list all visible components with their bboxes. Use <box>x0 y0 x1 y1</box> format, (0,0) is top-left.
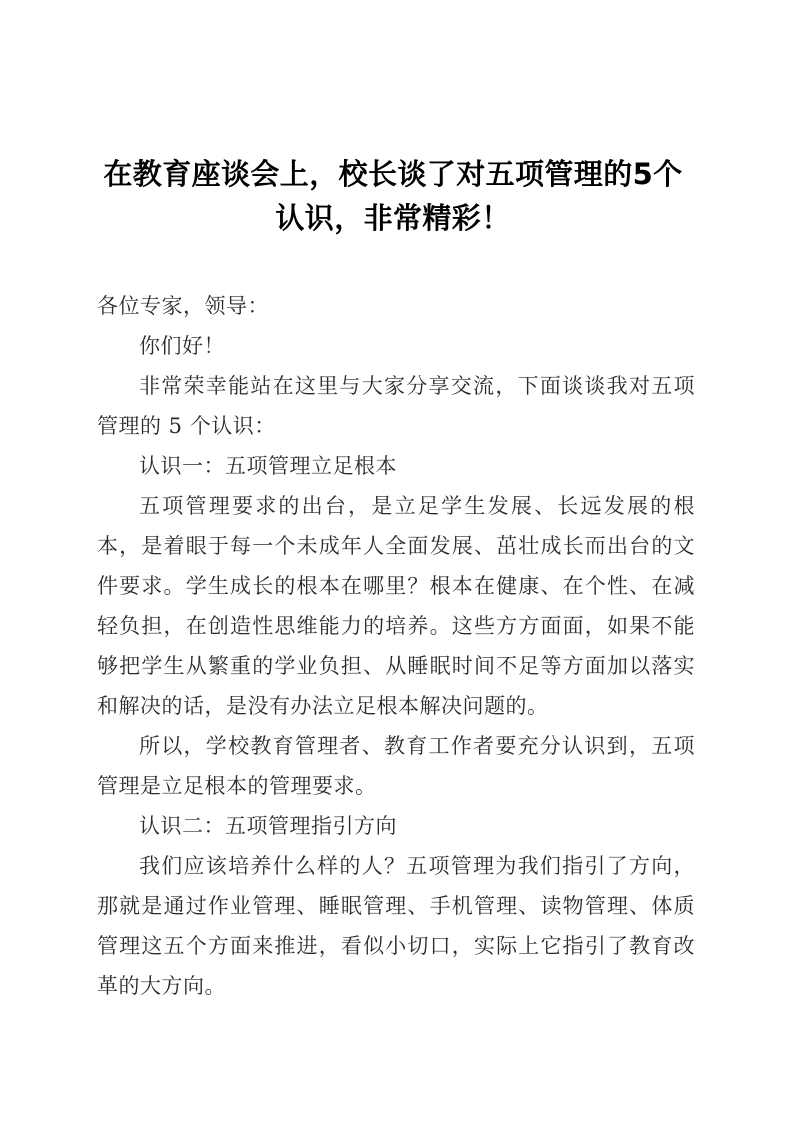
document-body <box>97 286 695 1006</box>
page-title: 在教育座谈会上，校长谈了对五项管理的5个认识，非常精彩！ <box>103 157 683 235</box>
salutation-line: 各位专家，领导： <box>97 294 269 318</box>
paragraph-intro: 非常荣幸能站在这里与大家分享交流，下面谈谈我对五项管理的 5 个认识： <box>97 374 695 438</box>
section-heading-2: 认识二：五项管理指引方向 <box>139 814 397 838</box>
paragraph-body-2: 所以，学校教育管理者、教育工作者要充分认识到，五项管理是立足根本的管理要求。 <box>97 734 695 798</box>
greeting-line: 你们好！ <box>139 334 225 358</box>
section-heading-1: 认识一：五项管理立足根本 <box>139 454 397 478</box>
paragraph-body-1: 五项管理要求的出台，是立足学生发展、长远发展的根本，是着眼于每一个未成年人全面发展、茁壮成长而出台的文件要求。学生成长的根本在哪里？根本在健康、在个性、在减轻负担，在创造性思维能力的培养。这些方方面面，如果不能够把学生从繁重的学业负担、从睡眠时间不足等方面加以落实和解决的话，是没有办法立足根本解决问题的。 <box>97 494 695 718</box>
paragraph-body-3: 我们应该培养什么样的人？五项管理为我们指引了方向，那就是通过作业管理、睡眠管理、手机管理、读物管理、体质管理这五个方面来推进，看似小切口，实际上它指引了教育改革的大方向。 <box>97 854 695 998</box>
